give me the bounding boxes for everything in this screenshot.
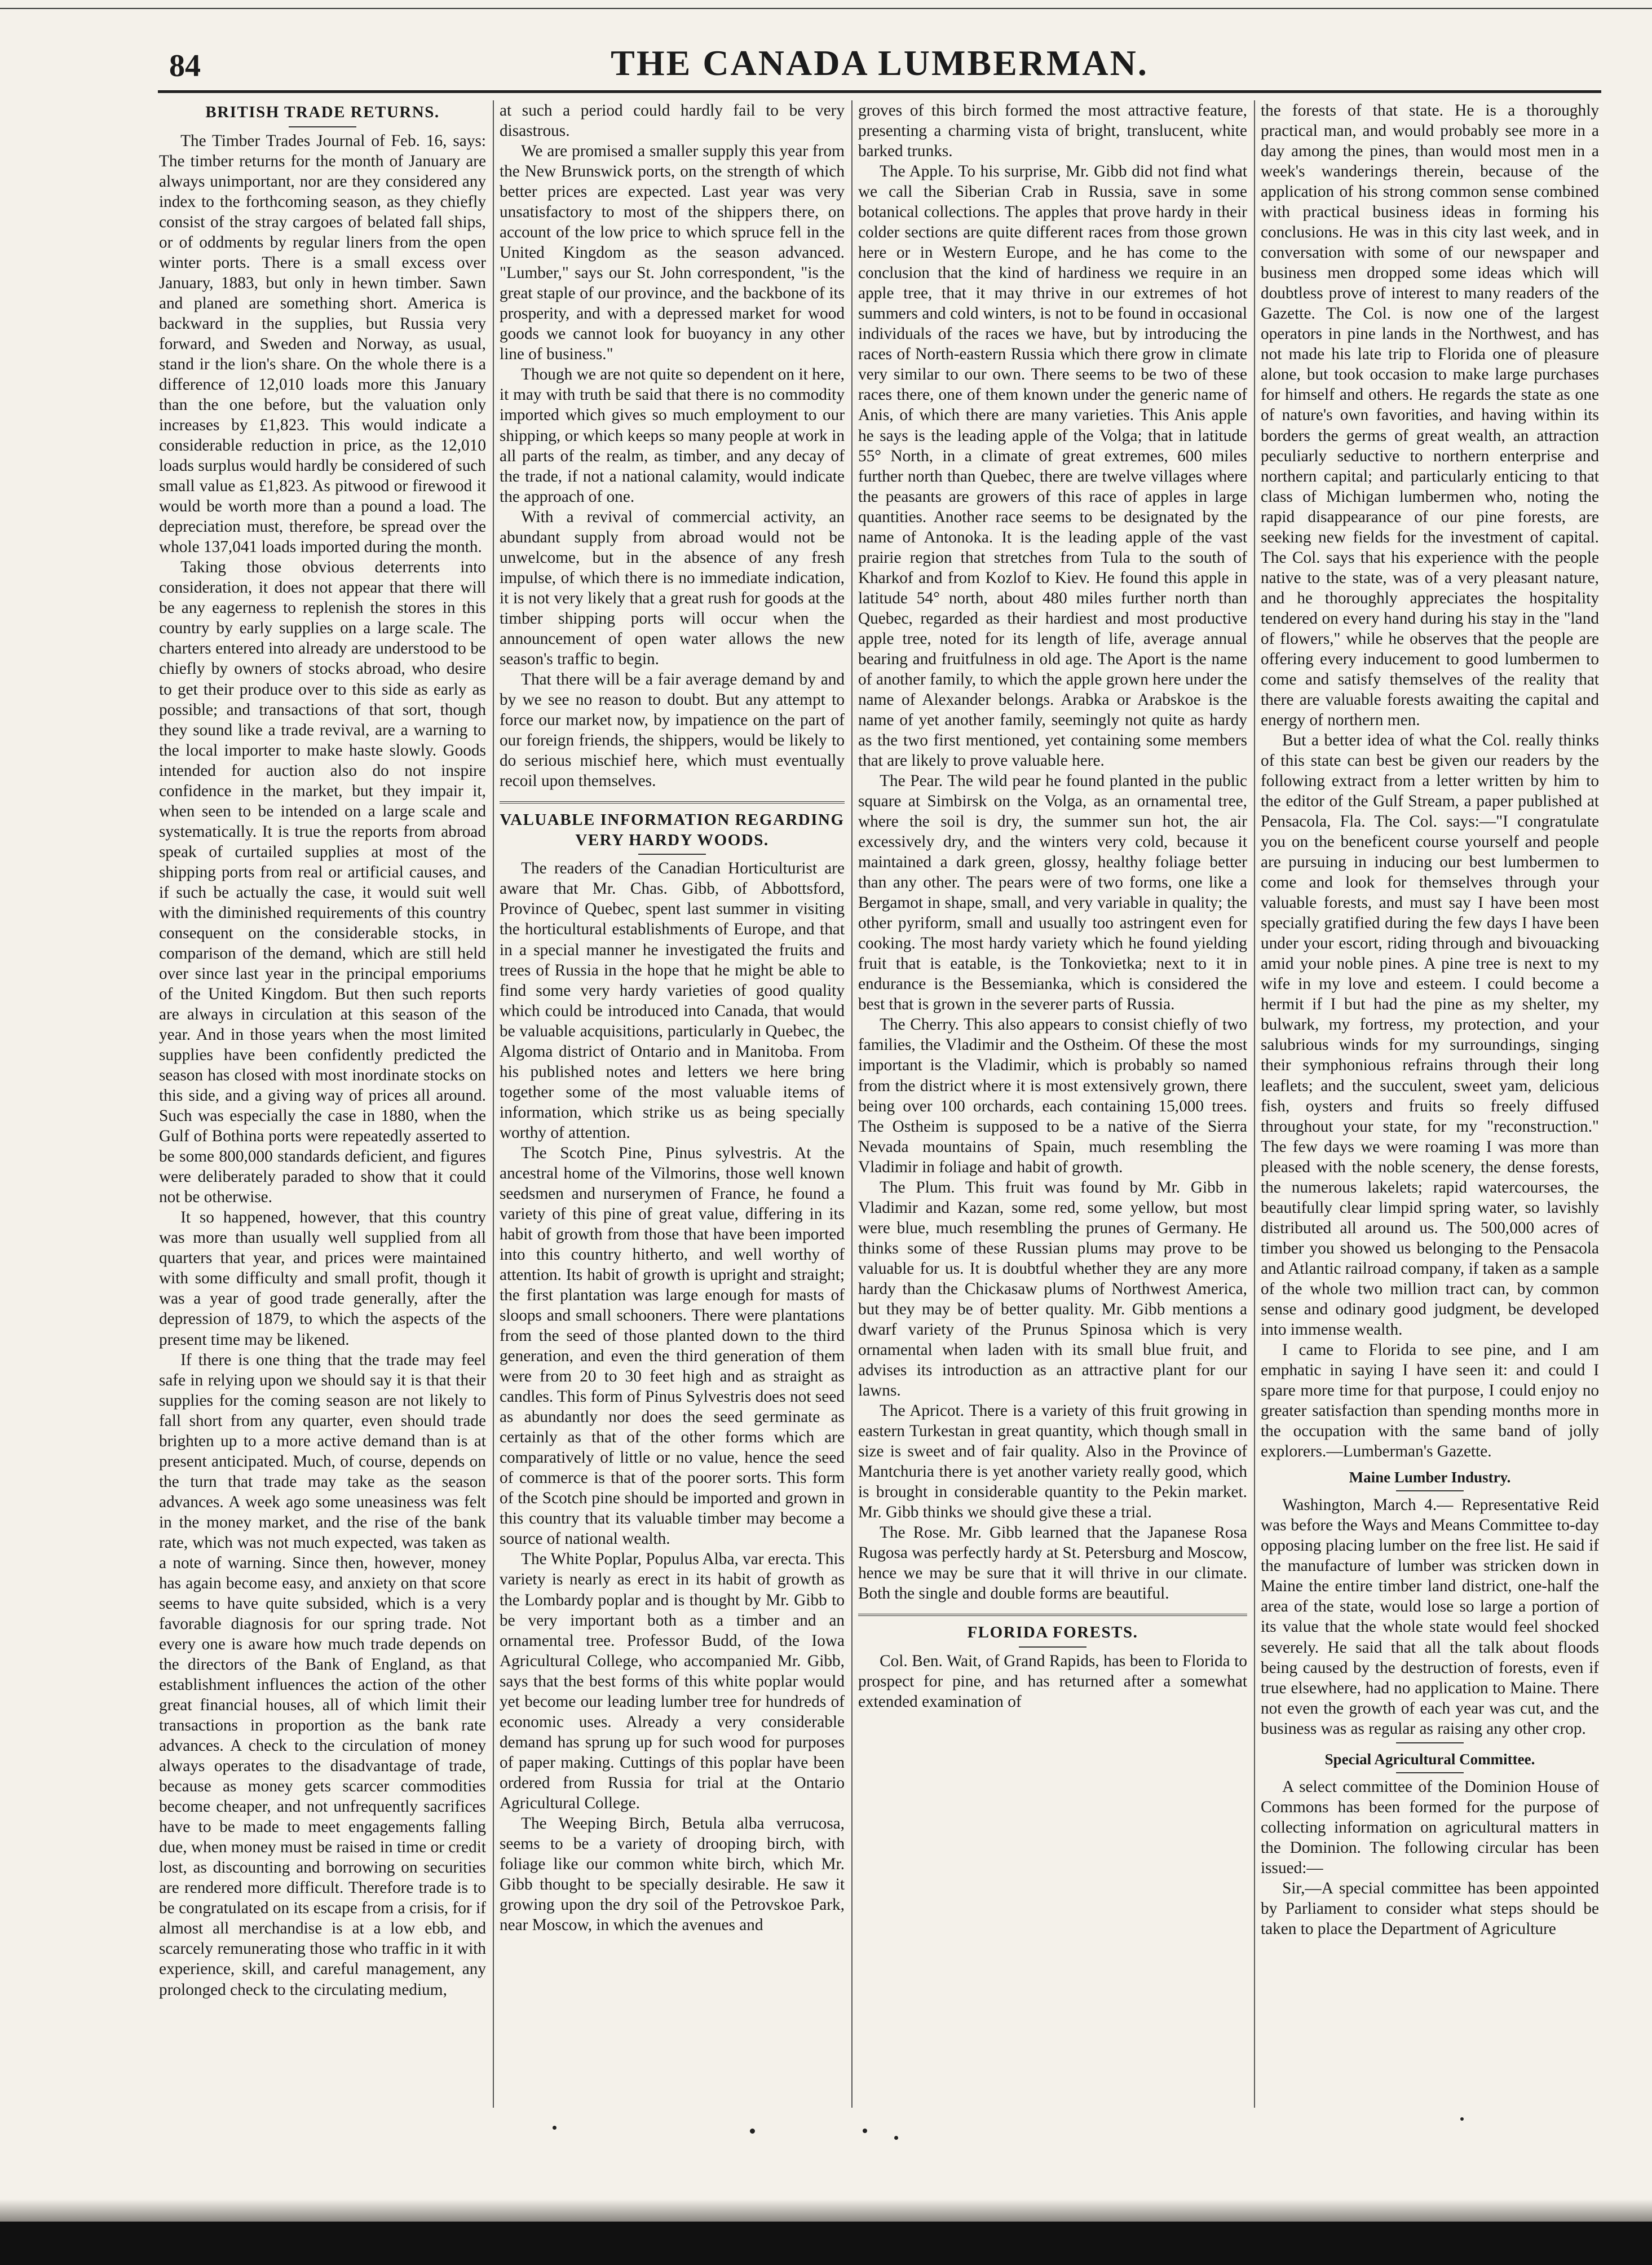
article-paragraph: at such a period could hardly fail to be very disastrous.	[500, 101, 845, 140]
article-paragraph: The White Poplar, Populus Alba, var erecta. This variety is nearly as erect in its habit of growth as the Lombardy poplar and is thought by Mr. Gibb to be very important both as a timber and an ornamental tree. Professor Budd, of the Iowa Agricultural College, who accompanied Mr. Gibb, says that the best forms of this white poplar would yet become our leading lumber tree for hundreds of economic uses. Already a very considerable demand has sprung up for such wood for purposes of paper making. Cuttings of this poplar have been ordered from Russia for trial at the Ontario Agricultural College.	[500, 1550, 845, 1812]
article-heading-british-trade-returns: BRITISH TRADE RETURNS.	[205, 103, 440, 121]
article-paragraph: The Timber Trades Journal of Feb. 16, says: The timber returns for the month of January are always unimportant, nor are they considered any index to the forthcoming season, as they chiefly consist of the stray cargoes of belated fall ships, or of oddments by regular liners from the open winter ports. There is a small excess over January, 1883, but only in hewn timber. Sawn and planed are something short. America is backward in the supplies, but Russia very forward, and Sweden and Norway, as usual, stand ir the lion's share. On the whole there is a difference of 12,010 loads more this January than the one before, but the valuation only increases by £1,823. This would indicate a considerable reduction in price, as the 12,010 loads surplus would hardly be considered of such small value as £1,823. As pitwood or firewood it would be worth more than a pound a load. The depreciation must, therefore, be spread over the whole 137,041 loads imported during the month.	[159, 131, 486, 557]
scan-speck	[894, 2136, 898, 2140]
article-paragraph: Taking those obvious deterrents into consideration, it does not appear that there will be any eagerness to replenish the stores in this country by early supplies on a large scale. The charters entered into already are understood to be chiefly by owners of stocks abroad, who desire to get their produce over to this side as early as possible; and transactions of that sort, though they sound like a trade revival, are a warning to the local importer to make haste slowly. Goods intended for auction also do not inspire confidence in the market, but they impair it, when seen to be intended on a large scale and systematically. It is true the reports from abroad speak of curtailed supplies at most of the shipping ports from real or artificial causes, and if such be actually the case, it would suit well with the diminished requirements of this country consequent on the considerable stocks, in comparison of the demand, which are still held over since last year in the principal emporiums of the United Kingdom. But then such reports are always in circulation at this season of the year. And in those years when the most limited supplies have been confidently predicted the season has closed with most inordinate stocks on this side, and a giving way of prices all around. Such was especially the case in 1880, when the Gulf of Bothina ports were repeatedly asserted to be some 800,000 standards deficient, and figures were deliberately paraded to show that it could not be otherwise.	[159, 558, 486, 1207]
article-paragraph: A select committee of the Dominion House of Commons has been formed for the purpose of collecting information on agricultural matters in the Dominion. The following circular has been issued:—	[1261, 1777, 1599, 1877]
article-paragraph: Though we are not quite so dependent on it here, it may with truth be said that there is no commodity imported which gives so much employment to our shipping, or which keeps so many people at work in all parts of the realm, as timber, and any decay of the trade, if not a national calamity, would indicate the approach of one.	[500, 365, 845, 506]
article-heading-maine-lumber: Maine Lumber Industry.	[1349, 1469, 1511, 1486]
scan-shadow	[0, 2199, 1652, 2222]
article-paragraph: The Scotch Pine, Pinus sylvestris. At the ancestral home of the Vilmorins, those well known seedsmen and nurserymen of France, he found a variety of this pine of great value, differing in its habit of growth from those that have been imported into this country hitherto, and well worthy of attention. Its habit of growth is upright and straight; the first plantation was large enough for masts of sloops and small schooners. There were plantations from the seed of those planted down to the third generation, and even the third generation of them were from 20 to 30 feet high and as straight as candles. This form of Pinus Sylvestris does not seed as abundantly nor does the seed germinate as certainly as that of the other forms which are comparatively of little or no value, hence the seed of commerce is that of the poorer sorts. This form of the Scotch pine should be imported and grown in this country that its valuable timber may become a source of national wealth.	[500, 1143, 845, 1548]
article-paragraph: With a revival of commercial activity, an abundant supply from abroad would not be unwelcome, but in the absence of any fresh impulse, of which there is no immediate indication, it is not very likely that a great rush for goods at the timber shipping ports will occur when the announcement of open water allows the new season's traffic to begin.	[500, 507, 845, 668]
masthead-title: THE CANADA LUMBERMAN.	[611, 43, 1149, 83]
page-header	[158, 42, 1601, 87]
column-2	[500, 100, 845, 2108]
article-paragraph: But a better idea of what the Col. really thinks of this state can best be given our readers by the following extract from a letter written by him to the editor of the Gulf Stream, a paper published at Pensacola, Fla. The Col. says:—"I congratulate you on the beneficent course yourself and people are pursuing in inducing our best lumbermen to come and look for themselves through your valuable forests, and must say I have been most specially gratified during the few days I have been under your escort, riding through and bivouacking amid your noble pines. A pine tree is next to my wife in my love and esteem. I could become a hermit if I but had the pine as my shelter, my bulwark, my fortress, my protection, and your salubrious winds for my surroundings, singing their symphonious refrains through their long leaflets; and the succulent, sweet yam, delicious fish, oysters and fruits so freely diffused throughout your state, for my "reconstruction." The few days we were roaming I was more than pleased with the noble scenery, the dense forests, the numerous lakelets; rapid watercourses, the beautifully clear limpid spring water, so lavishly distributed all around us. The 500,000 acres of timber you showed us belonging to the Pensacola and Atlantic railroad company, if taken as a sample of the whole two million tract can, by common sense and odinary good judgment, be developed into immense wealth.	[1261, 731, 1599, 1339]
column-divider	[493, 100, 494, 2108]
heading-rule	[1396, 1772, 1464, 1773]
article-paragraph: The readers of the Canadian Horticulturist are aware that Mr. Chas. Gibb, of Abbottsford, Province of Quebec, spent last summer in visiting the horticultural establishments of Europe, and that in a special manner he investigated the fruits and trees of Russia in the hope that he might be able to find some very hardy varieties of good quality which could be introduced into Canada, that would be valuable acquisitions, particularly in Quebec, the Algoma district of Ontario and in Manitoba. From his published notes and letters we here bring together some of the most valuable items of information, which strike us as being specially worthy of attention.	[500, 859, 845, 1142]
article-paragraph: The Pear. The wild pear he found planted in the public square at Simbirsk on the Volga, as an ornamental tree, where the soil is dry, the summer sun hot, the air excessively dry, and the winters very cold, because it maintained a dark green, glossy, healthy foliage better than any other. The pears were of two forms, one like a Bergamot in shape, small, and very variable in quality; the other pyriform, small and usually too astringent even for cooking. The most hardy variety which he found yielding fruit that is eatable, is the Tonkovietka; next to it in endurance is the Bessemianka, which is considered the best that is grown in the severer parts of Russia.	[858, 772, 1247, 1014]
article-paragraph: The Plum. This fruit was found by Mr. Gibb in Vladimir and Kazan, some red, some yellow, but most were blue, much resembling the prunes of Germany. He thinks some of these Russian plums may prove to be valuable for us. It is doubtful whether they are any more hardy than the Chickasaw plums of Northwest America, but they may be of better quality. Mr. Gibb mentions a dwarf variety of the Prunus Spinosa which is very ornamental when laden with its small blue fruit, and advises its introduction as an attractive plant for our lawns.	[858, 1178, 1247, 1399]
article-paragraph: groves of this birch formed the most attractive feature, presenting a charming vista of bright, translucent, white barked trunks.	[858, 101, 1247, 161]
header-rule	[158, 90, 1601, 93]
scan-speck	[553, 2126, 556, 2130]
column-1	[159, 100, 486, 2108]
column-3	[858, 100, 1247, 2108]
article-paragraph: It so happened, however, that this country was more than usually well supplied from all quarters that year, and prices were maintained with some difficulty and small profit, though it was a year of good trade generally, after the depression of 1879, to which the aspects of the present time may be likened.	[159, 1208, 486, 1349]
article-paragraph: The Rose. Mr. Gibb learned that the Japanese Rosa Rugosa was perfectly hardy at St. Petersburg and Moscow, hence we may be sure that it will thrive in our climate. Both the single and double forms are beautiful.	[858, 1524, 1247, 1603]
article-paragraph: the forests of that state. He is a thoroughly practical man, and would probably see more in a day among the pines, than would most men in a week's wanderings therein, because of the application of his strong common sense combined with practical business ideas in forming his conclusions. He was in this city last week, and in conversation with some of our newspaper and business men dropped some ideas which will doubtless prove of interest to many readers of the Gazette. The Col. is now one of the largest operators in pine lands in the Northwest, and has not made his late trip to Florida one of pleasure alone, but took occasion to make large purchases for himself and others. He regards the state as one of nature's own favorities, and having within its borders the germs of great wealth, an attraction peculiarly seductive to northern enterprise and northern capital; and particularly enticing to that class of Michigan lumbermen who, noting the rapid disappearance of our pine forests, are seeking new fields for the investment of capital. The Col. says that his experience with the people native to the state, was of a very pleasant nature, and he thoroughly appreciates the hospitality tendered on every hand during his stay in the "land of flowers," while he observes that the people are offering every inducement to good lumbermen to come and satisfy themselves of the reality that there are valuable forests awaiting the capital and energy of northern men.	[1261, 101, 1599, 729]
column-divider	[1254, 100, 1255, 2108]
article-paragraph: Washington, March 4.— Representative Reid was before the Ways and Means Committee to-day opposing placing lumber on the free list. He said if the manufacture of lumber was stricken down in Maine the entire timber land district, one-half the area of the state, would lose so large a portion of its value that the whole state would feel shocked severely. He said that all the talk about floods being caused by the destruction of forests, even if true elsewhere, had no application to Maine. There not even the growth of each year was cut, and the business was as regular as raising any other crop.	[1261, 1496, 1599, 1738]
article-paragraph: We are promised a smaller supply this year from the New Brunswick ports, on the strength of which better prices are expected. Last year was very unsatisfactory to most of the shippers there, on account of the low price to which spruce fell in the United Kingdom as the season advanced. "Lumber," says our St. John correspondent, "is the great staple of our province, and the backbone of its prosperity, and with a depressed market for wood goods we cannot look for buoyancy in any other line of business."	[500, 142, 845, 364]
article-paragraph: Col. Ben. Wait, of Grand Rapids, has been to Florida to prospect for pine, and has returned after a somewhat extended examination of	[858, 1652, 1247, 1711]
heading-rule	[638, 854, 706, 855]
article-paragraph: The Apricot. There is a variety of this fruit growing in eastern Turkestan in great quantity, which though small in size is sweet and of fair quality. Also in the Province of Mantchuria there is yet another variety really good, which is brought in considerable quantity to the Pekin market. Mr. Gibb thinks we should give these a trial.	[858, 1402, 1247, 1522]
scan-speck	[1460, 2117, 1464, 2121]
heading-rule	[1019, 1646, 1086, 1648]
page-number: 84	[169, 48, 201, 83]
article-heading-hardy-woods: VALUABLE INFORMATION REGARDING VERY HARDY WOODS.	[500, 801, 845, 850]
page-top-edge	[0, 0, 1652, 9]
article-paragraph: Sir,—A special committee has been appointed by Parliament to consider what steps should be taken to place the Department of Agriculture	[1261, 1879, 1599, 1939]
column-divider	[851, 100, 852, 2108]
article-paragraph: I came to Florida to see pine, and I am emphatic in saying I have seen it: and could I spare more time for that purpose, I could enjoy no greater satisfaction than spending months more in the occupation with the same band of jolly explorers.—Lumberman's Gazette.	[1261, 1340, 1599, 1461]
article-paragraph: That there will be a fair average demand by and by we see no reason to doubt. But any attempt to force our market now, by impatience on the part of our foreign friends, the shippers, would be likely to do serious mischief here, which must eventually recoil upon themselves.	[500, 670, 845, 791]
scan-edge	[0, 2222, 1652, 2265]
section-rule	[1396, 1742, 1464, 1743]
scan-speck	[863, 2129, 867, 2133]
heading-rule	[1396, 1490, 1464, 1491]
column-4	[1261, 100, 1599, 2108]
article-paragraph: The Weeping Birch, Betula alba verrucosa, seems to be a variety of drooping birch, with foliage like our common white birch, which Mr. Gibb thought to be specially desirable. He saw it growing upon the dry soil of the Petrovskoe Park, near Moscow, in which the avenues and	[500, 1814, 845, 1934]
heading-rule	[289, 126, 356, 127]
scan-speck	[750, 2129, 755, 2134]
article-paragraph: The Cherry. This also appears to consist chiefly of two families, the Vladimir and the Ostheim. Of these the most important is the Vladimir, which is probably so named from the district where it is most extensively grown, there being over 100 orchards, each containing 15,000 trees. The Ostheim is supposed to be a native of the Sierra Nevada mountains of Spain, much resembling the Vladimir in foliage and habit of growth.	[858, 1016, 1247, 1176]
article-heading-florida-forests: FLORIDA FORESTS.	[858, 1614, 1247, 1643]
article-heading-agricultural-committee: Special Agricultural Committee.	[1324, 1750, 1535, 1768]
article-paragraph: The Apple. To his surprise, Mr. Gibb did not find what we call the Siberian Crab in Russia, save in some botanical collections. The apples that prove hardy in their colder sections are quite different races from those grown here or in Western Europe, and he has come to the conclusion that the kind of hardiness we require in an apple tree, that it may thrive in our extremes of hot summers and cold winters, is not to be found in occasional individuals of the races we have, but by introducing the races of North-eastern Russia which there grow in climate very similar to our own. There seems to be two of these races there, one of them known under the generic name of Anis, of which there are many varieties. This Anis apple he says is the leading apple of the Volga; that in latitude 55° North, in a climate of great extremes, 600 miles further north than Quebec, there are twelve villages where the peasants are growers of this race of apples in large quantities. Another race seems to be designated by the name of Antonoka. It is the leading apple of the vast prairie region that stretches from Tula to the south of Kharkof and from Kozlof to Kiev. He found this apple in latitude 54° north, about 480 miles further north than Quebec, regarded as their hardiest and most productive apple tree, noted for its length of life, average annual bearing and fruitfulness in old age. The Aport is the name of another family, to which the apple grown here under the name of Alexander belongs. Arabka or Arabskoe is the name of yet another family, seemingly not quite as hardy as the two first mentioned, yet containing some members that are likely to prove valuable here.	[858, 162, 1247, 770]
article-paragraph: If there is one thing that the trade may feel safe in relying upon we should say it is that their supplies for the coming season are not likely to fall short from any quarter, even should trade brighten up to a more active demand than is at present anticipated. Much, of course, depends on the turn that trade may take as the season advances. A week ago some uneasiness was felt in the money market, and the rise of the bank rate, which was not much expected, was taken as a note of warning. Since then, however, money has again become easy, and anxiety on that score seems to have quite subsided, which is a very favorable diagnosis for our spring trade. Not every one is aware how much trade depends on the directors of the Bank of England, as that establishment influences the action of the other great financial houses, all of which limit their transactions in proportion as the bank rate advances. A check to the circulation of money always operates to the disadvantage of trade, because as money gets scarcer commodities become cheaper, and not unfrequently sacrifices have to be made to meet engagements falling due, when money must be raised in time or credit lost, as discounting and borrowing on securities are rendered more difficult. Therefore trade is to be congratulated on its escape from a crisis, for if almost all merchandise is at a low ebb, and scarcely remunerating those who traffic in it with experience, skill, and careful management, any prolonged check to the circulating medium,	[159, 1350, 486, 1999]
